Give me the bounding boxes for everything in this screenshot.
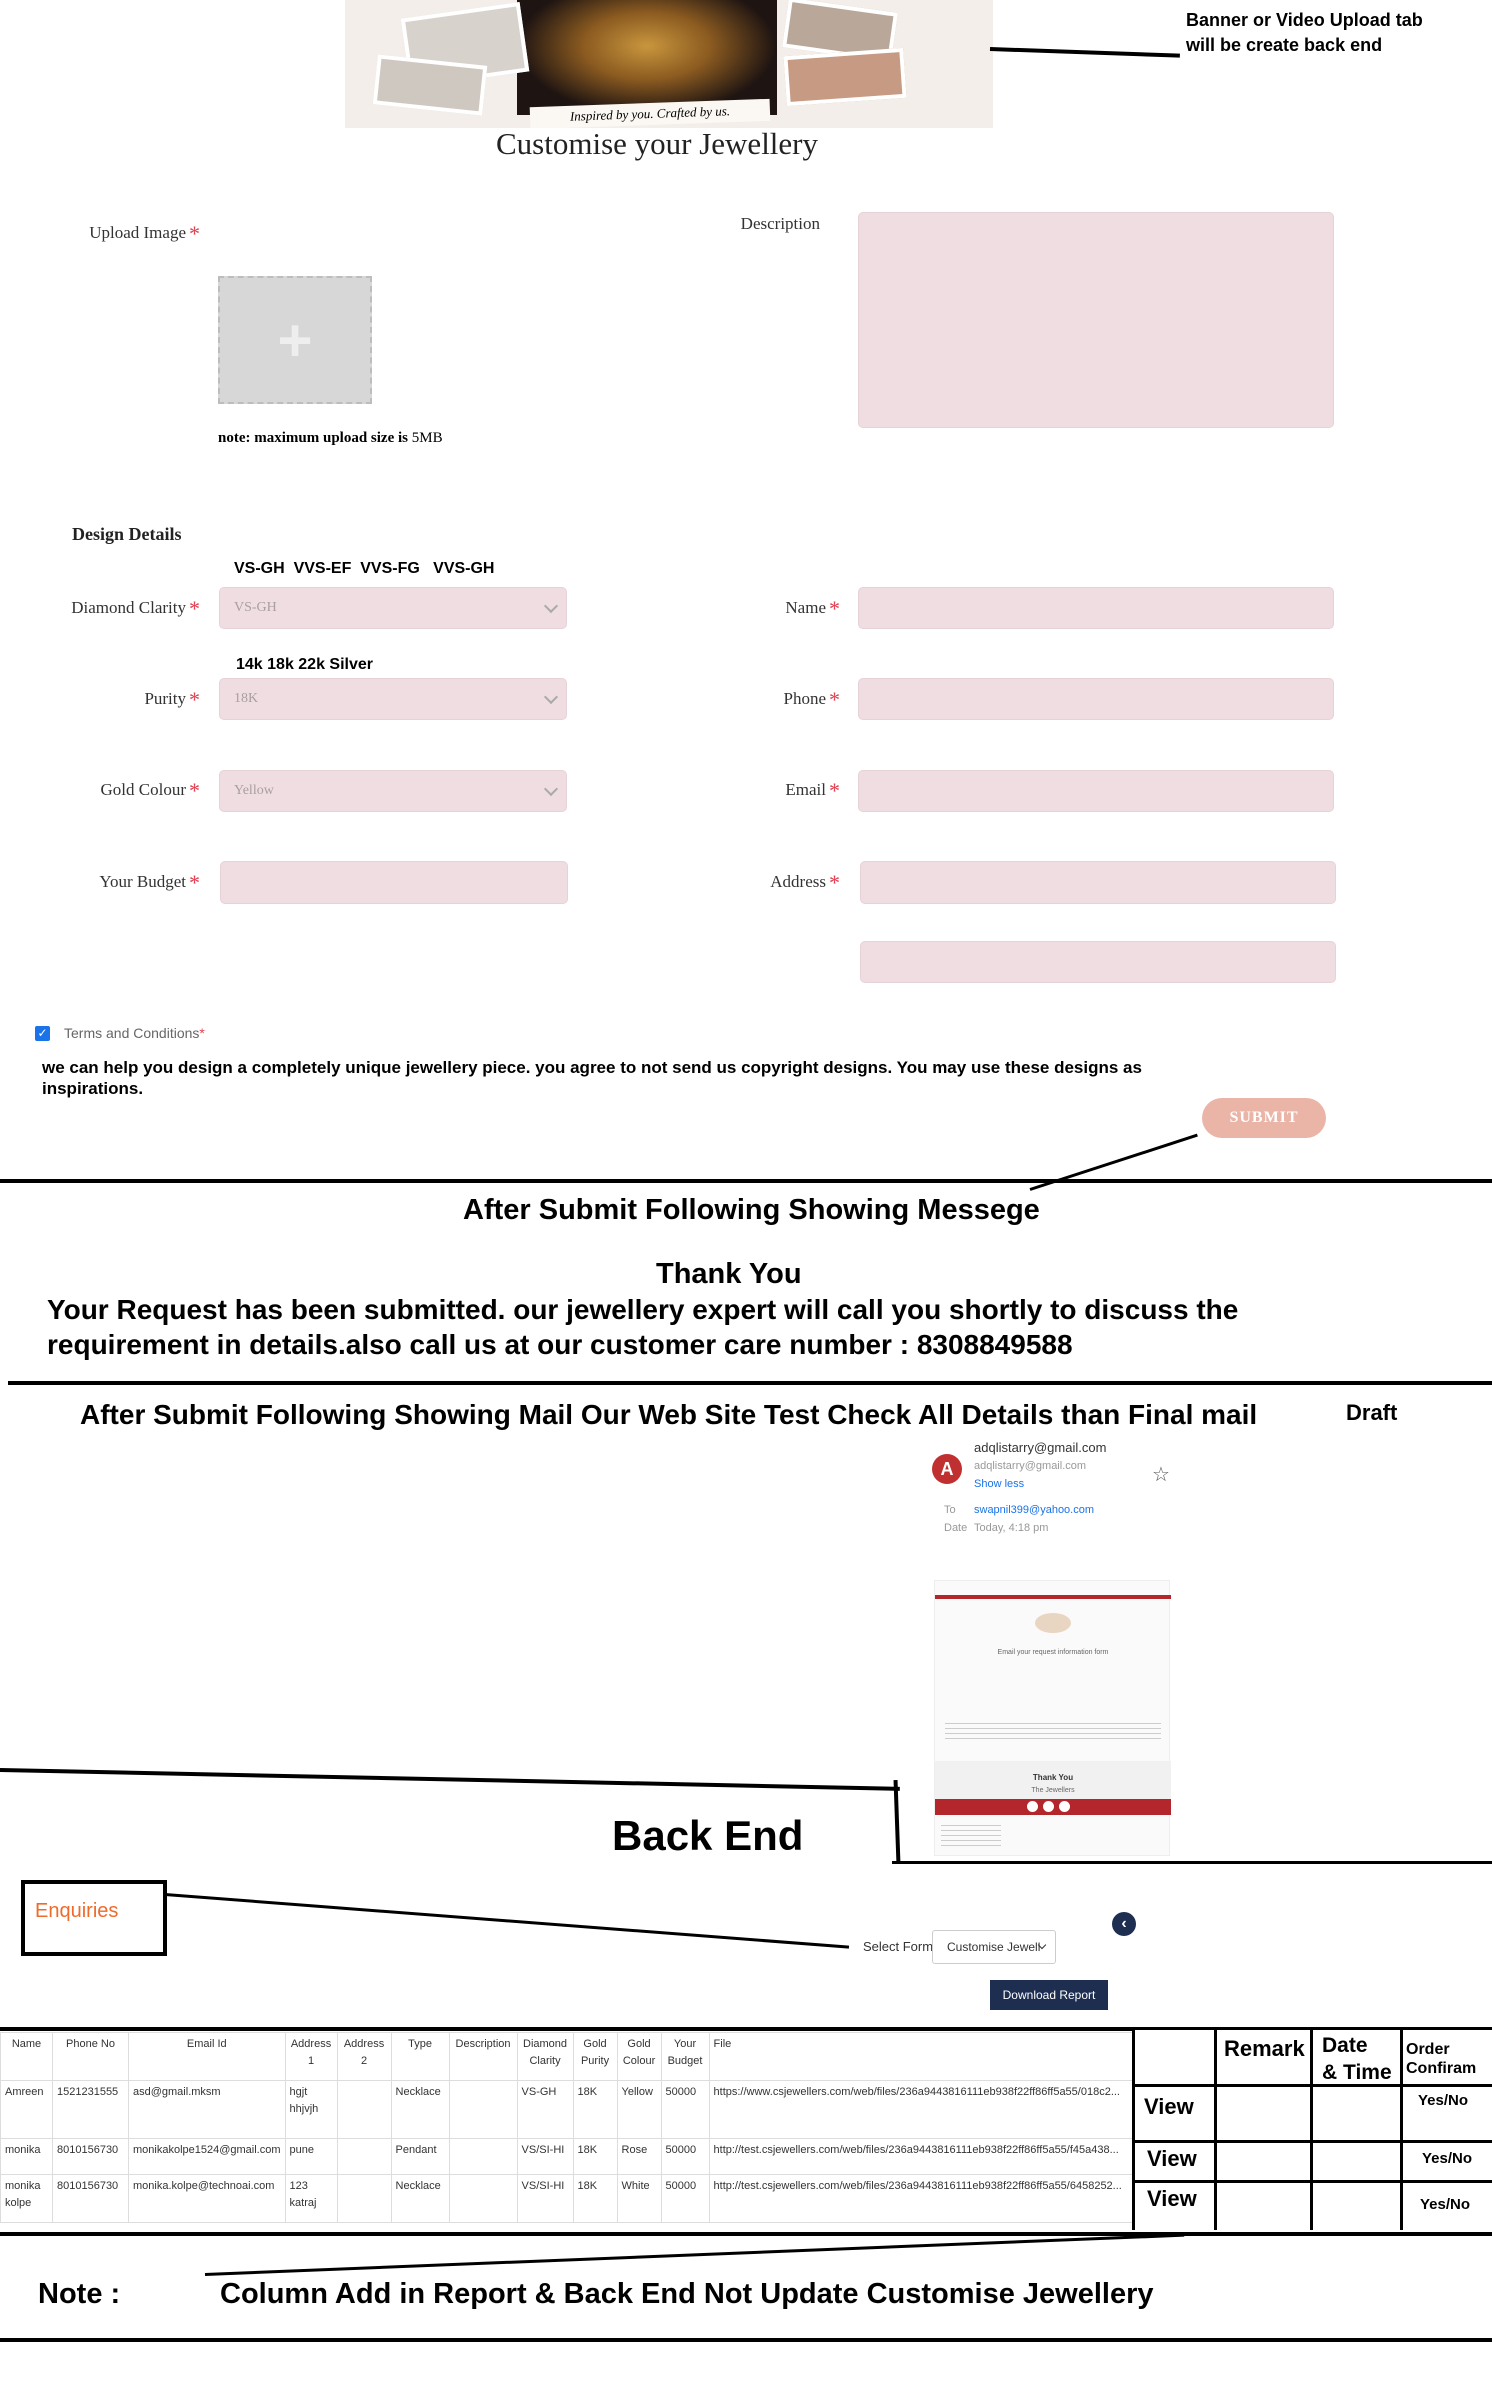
required-mark: * bbox=[189, 687, 200, 712]
table-cell: White bbox=[617, 2175, 661, 2223]
upload-note bbox=[218, 430, 443, 447]
chevron-down-icon bbox=[544, 690, 558, 704]
column-header: Your Budget bbox=[661, 2033, 709, 2081]
grid-line-h bbox=[1132, 2180, 1492, 2183]
required-mark: * bbox=[189, 596, 200, 621]
table-cell bbox=[449, 2175, 517, 2223]
budget-input[interactable] bbox=[220, 861, 568, 904]
upload-label-text: Upload Image bbox=[89, 223, 186, 242]
mail-body-footer2: The Jewellers bbox=[1031, 1787, 1075, 1794]
enquiries-table bbox=[0, 2032, 1134, 2223]
table-header bbox=[1, 2033, 1134, 2081]
submit-message-line2: requirement in details.also call us at our customer care number : 8308849588 bbox=[47, 1329, 1073, 1360]
submit-button[interactable]: SUBMIT bbox=[1202, 1098, 1326, 1138]
column-header: Gold Colour bbox=[617, 2033, 661, 2081]
table-cell: asd@gmail.mksm bbox=[129, 2081, 286, 2139]
chevron-down-icon bbox=[544, 782, 558, 796]
star-icon[interactable]: ☆ bbox=[1152, 1464, 1170, 1486]
file-link[interactable]: https://www.csjewellers.com/web/files/236a9443816111eb938f22ff86ff5a55/018c2... bbox=[709, 2081, 1133, 2139]
remark-header: Remark bbox=[1224, 2036, 1305, 2061]
collapse-button[interactable]: ‹ bbox=[1112, 1912, 1136, 1936]
file-link[interactable]: http://test.csjewellers.com/web/files/236a9443816111eb938f22ff86ff5a55/f45a438... bbox=[709, 2139, 1133, 2175]
column-header: Email Id bbox=[129, 2033, 286, 2081]
terms-text: we can help you design a completely unique jewellery piece. you agree to not send us copyright designs. You may use these designs as inspirations. bbox=[42, 1058, 1142, 1098]
mail-body-topbar bbox=[935, 1595, 1171, 1599]
select-form-dropdown[interactable] bbox=[932, 1930, 1056, 1964]
yes-no-toggle[interactable]: Yes/No bbox=[1422, 2150, 1473, 2167]
terms-checkbox[interactable]: ✓ bbox=[35, 1026, 50, 1041]
address-label bbox=[700, 870, 840, 896]
enquiries-box[interactable] bbox=[21, 1880, 167, 1956]
date-time-line1: Date bbox=[1322, 2034, 1368, 2057]
purity-options: 14k 18k 22k Silver bbox=[236, 656, 374, 673]
grid-line-v bbox=[1400, 2030, 1403, 2230]
budget-label-text: Your Budget bbox=[99, 872, 186, 891]
table-cell: Pendant bbox=[391, 2139, 449, 2175]
date-time-line2: & Time bbox=[1322, 2061, 1392, 2084]
annotation-arrow bbox=[165, 1893, 849, 1949]
mail-heading: After Submit Following Showing Mail Our Web Site Test Check All Details than Final mail bbox=[80, 1399, 1258, 1430]
purity-value: 18K bbox=[234, 691, 259, 706]
required-mark: * bbox=[189, 778, 200, 803]
after-submit-heading: After Submit Following Showing Messege bbox=[463, 1194, 1040, 1226]
mail-from-name: adqlistarry@gmail.com bbox=[974, 1440, 1107, 1455]
column-header: Name bbox=[1, 2033, 53, 2081]
table-cell: hgjt hhjvjh bbox=[285, 2081, 337, 2139]
table-cell bbox=[337, 2175, 391, 2223]
grid-line-h bbox=[1132, 2140, 1492, 2143]
view-button[interactable]: View bbox=[1144, 2094, 1194, 2119]
mail-body-logo bbox=[1035, 1613, 1071, 1633]
table-cell bbox=[337, 2139, 391, 2175]
table-cell: Yellow bbox=[617, 2081, 661, 2139]
email-label-text: Email bbox=[785, 780, 826, 799]
banner-annotation-line2: will be create back end bbox=[1186, 35, 1383, 55]
table-cell: 50000 bbox=[661, 2175, 709, 2223]
table-cell: 123 katraj bbox=[285, 2175, 337, 2223]
select-form-value: Customise Jewell bbox=[947, 1940, 1041, 1954]
plus-icon: + bbox=[277, 306, 313, 374]
grid-line-h bbox=[1132, 2084, 1492, 2087]
upload-note-size: 5MB bbox=[411, 430, 443, 446]
description-label: Description bbox=[740, 214, 820, 233]
phone-label bbox=[700, 687, 840, 713]
table-body bbox=[1, 2081, 1134, 2223]
order-confirm-line2: Confiram bbox=[1406, 2060, 1477, 2077]
upload-label bbox=[60, 221, 200, 247]
mail-from-email: adqlistarry@gmail.com bbox=[974, 1460, 1087, 1472]
mail-body-thumbnail bbox=[934, 1580, 1170, 1856]
table-cell: Necklace bbox=[391, 2175, 449, 2223]
select-form-label: Select Form bbox=[863, 1939, 934, 1954]
diamond-clarity-select[interactable] bbox=[219, 587, 567, 629]
column-header: Diamond Clarity bbox=[517, 2033, 573, 2081]
mail-preview bbox=[930, 1436, 1180, 1566]
required-mark: * bbox=[189, 221, 200, 246]
mail-body-address bbox=[941, 1825, 1001, 1849]
table-row[interactable] bbox=[1, 2081, 1134, 2139]
mail-show-less[interactable]: Show less bbox=[974, 1478, 1025, 1490]
backend-title: Back End bbox=[612, 1812, 804, 1859]
divider bbox=[0, 2338, 1492, 2342]
table-cell: 18K bbox=[573, 2081, 617, 2139]
required-mark: * bbox=[199, 1025, 205, 1041]
email-label bbox=[700, 778, 840, 804]
budget-label bbox=[30, 870, 200, 896]
backend-line-vert bbox=[894, 1780, 901, 1864]
banner-photo-left2 bbox=[373, 54, 488, 115]
chevron-down-icon bbox=[544, 599, 558, 613]
file-link[interactable]: http://test.csjewellers.com/web/files/236a9443816111eb938f22ff86ff5a55/6458252... bbox=[709, 2175, 1133, 2223]
table-cell bbox=[337, 2081, 391, 2139]
column-header: Address 1 bbox=[285, 2033, 337, 2081]
table-cell: Necklace bbox=[391, 2081, 449, 2139]
purity-label bbox=[30, 687, 200, 713]
table-cell bbox=[449, 2081, 517, 2139]
required-mark: * bbox=[829, 687, 840, 712]
column-header: Description bbox=[449, 2033, 517, 2081]
mail-to-label: To bbox=[944, 1504, 956, 1516]
table-cell: VS-GH bbox=[517, 2081, 573, 2139]
view-button[interactable]: View bbox=[1147, 2186, 1197, 2211]
mail-body-footer: Thank You bbox=[1032, 1773, 1074, 1782]
mail-body-para bbox=[945, 1723, 1161, 1739]
table-cell: Amreen bbox=[1, 2081, 53, 2139]
table-header-row bbox=[1, 2033, 1134, 2081]
column-header: Phone No bbox=[53, 2033, 129, 2081]
upload-note-bold: note: maximum upload size is bbox=[218, 430, 409, 446]
diamond-clarity-label bbox=[30, 596, 200, 622]
annotation-arrow bbox=[990, 47, 1180, 58]
banner-annotation-line1: Banner or Video Upload tab bbox=[1186, 10, 1423, 30]
social-icon bbox=[1043, 1801, 1054, 1812]
design-details-heading: Design Details bbox=[72, 524, 182, 544]
table-cell bbox=[449, 2139, 517, 2175]
required-mark: * bbox=[829, 870, 840, 895]
grid-line-v bbox=[1214, 2030, 1217, 2230]
gold-colour-label-text: Gold Colour bbox=[100, 780, 186, 799]
backend-line-left bbox=[0, 1768, 900, 1791]
table-cell: monika.kolpe@technoai.com bbox=[129, 2175, 286, 2223]
table-cell: 50000 bbox=[661, 2081, 709, 2139]
banner-photo-main bbox=[517, 0, 777, 115]
mail-to-value: swapnil399@yahoo.com bbox=[974, 1504, 1095, 1516]
column-header: Type bbox=[391, 2033, 449, 2081]
table-cell: monika kolpe bbox=[1, 2175, 53, 2223]
diamond-clarity-value: VS-GH bbox=[234, 600, 277, 615]
email-input[interactable] bbox=[858, 770, 1334, 812]
table-cell: 18K bbox=[573, 2139, 617, 2175]
name-input[interactable] bbox=[858, 587, 1334, 629]
download-report-button[interactable]: Download Report bbox=[990, 1980, 1108, 2010]
order-confirm-header bbox=[1406, 2040, 1476, 2078]
social-icon bbox=[1059, 1801, 1070, 1812]
note-text: Column Add in Report & Back End Not Update Customise Jewellery bbox=[220, 2278, 1154, 2310]
diamond-clarity-label-text: Diamond Clarity bbox=[71, 598, 186, 617]
name-label-text: Name bbox=[785, 598, 826, 617]
column-header: File bbox=[709, 2033, 1133, 2081]
yes-no-toggle[interactable]: Yes/No bbox=[1420, 2196, 1471, 2213]
table-row[interactable] bbox=[1, 2139, 1134, 2175]
page-title: Customise your Jewellery bbox=[496, 126, 819, 161]
order-confirm-line1: Order bbox=[1406, 2041, 1450, 2058]
divider bbox=[8, 1381, 1492, 1385]
yes-no-toggle[interactable]: Yes/No bbox=[1418, 2092, 1469, 2109]
name-label bbox=[700, 596, 840, 622]
grid-line-v bbox=[1310, 2030, 1313, 2230]
required-mark: * bbox=[829, 596, 840, 621]
phone-input[interactable] bbox=[858, 678, 1334, 720]
phone-label-text: Phone bbox=[783, 689, 826, 708]
social-icon bbox=[1027, 1801, 1038, 1812]
table-cell: 8010156730 bbox=[53, 2139, 129, 2175]
gold-colour-label bbox=[30, 778, 200, 804]
note-label: Note : bbox=[38, 2278, 121, 2310]
mail-date-value: Today, 4:18 pm bbox=[974, 1522, 1049, 1534]
table-cell: monika bbox=[1, 2139, 53, 2175]
required-mark: * bbox=[829, 778, 840, 803]
view-button[interactable]: View bbox=[1147, 2146, 1197, 2171]
banner-caption: Inspired by you. Crafted by us. bbox=[530, 99, 771, 128]
terms-label-text: Terms and Conditions bbox=[64, 1025, 200, 1041]
banner bbox=[345, 0, 993, 128]
table-row[interactable] bbox=[1, 2175, 1134, 2223]
draft-label: Draft bbox=[1346, 1400, 1398, 1425]
grid-line-h bbox=[0, 2232, 1492, 2236]
column-header: Gold Purity bbox=[573, 2033, 617, 2081]
table-cell: monikakolpe1524@gmail.com bbox=[129, 2139, 286, 2175]
table-cell: 50000 bbox=[661, 2139, 709, 2175]
mail-date-label: Date bbox=[944, 1522, 968, 1534]
column-header: Address 2 bbox=[337, 2033, 391, 2081]
divider bbox=[0, 1179, 1492, 1183]
purity-label-text: Purity bbox=[144, 689, 186, 708]
gold-colour-select[interactable] bbox=[219, 770, 567, 812]
banner-photo-right2 bbox=[783, 48, 906, 106]
gold-colour-value: Yellow bbox=[234, 783, 274, 798]
banner-annotation bbox=[1186, 8, 1423, 58]
upload-image-box[interactable] bbox=[218, 276, 372, 404]
annotation-arrow bbox=[205, 2234, 1184, 2276]
required-mark: * bbox=[189, 870, 200, 895]
grid-line-v bbox=[1132, 2030, 1135, 2230]
address-input-1[interactable] bbox=[860, 861, 1336, 904]
purity-select[interactable] bbox=[219, 678, 567, 720]
table-cell: VS/SI-HI bbox=[517, 2175, 573, 2223]
table-cell: 8010156730 bbox=[53, 2175, 129, 2223]
terms-label bbox=[64, 1025, 205, 1041]
table-cell: pune bbox=[285, 2139, 337, 2175]
table-cell: 1521231555 bbox=[53, 2081, 129, 2139]
enquiries-label: Enquiries bbox=[35, 1900, 119, 1922]
avatar: A bbox=[932, 1454, 962, 1484]
thank-you-text: Thank You bbox=[656, 1258, 802, 1290]
table-cell: 18K bbox=[573, 2175, 617, 2223]
submit-message-line1: Your Request has been submitted. our jewellery expert will call you shortly to discuss the bbox=[47, 1294, 1239, 1325]
diamond-clarity-options: VS-GH VVS-EF VVS-FG VVS-GH bbox=[234, 560, 495, 577]
table-cell: Rose bbox=[617, 2139, 661, 2175]
date-time-header bbox=[1322, 2032, 1392, 2086]
table-cell: VS/SI-HI bbox=[517, 2139, 573, 2175]
description-textarea[interactable] bbox=[858, 212, 1334, 428]
address-label-text: Address bbox=[770, 872, 826, 891]
mail-body-text: Email your request information form bbox=[997, 1649, 1109, 1656]
address-input-2[interactable] bbox=[860, 941, 1336, 983]
backend-line-right bbox=[892, 1861, 1492, 1864]
